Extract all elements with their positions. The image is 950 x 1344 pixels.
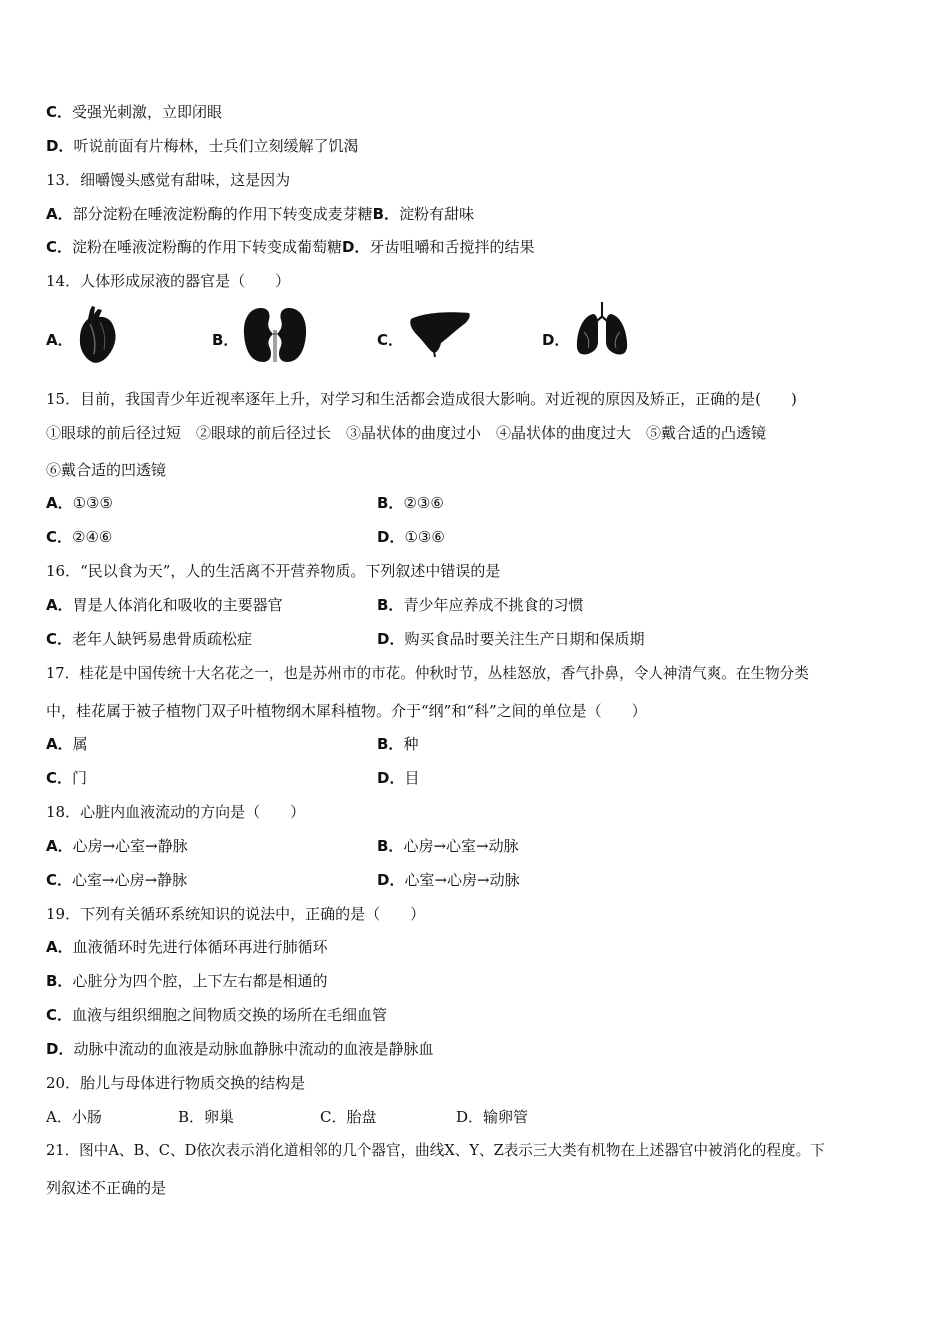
option-label: A． [46,494,73,512]
option-label: D． [46,137,74,155]
option-label: B． [377,735,404,753]
option-label: C． [46,630,73,648]
lungs-icon [574,302,630,358]
option-text: ①③⑥ [404,528,445,546]
option-text: 听说前面有片梅林，士兵们立刻缓解了饥渴 [73,137,359,155]
heart-icon [76,306,120,364]
q19-option-a [46,937,328,957]
option-label: B． [377,596,404,614]
option-text: 血液循环时先进行体循环再进行肺循环 [72,938,328,956]
option-text: ②③⑥ [403,494,444,512]
option-text: 属 [72,735,88,753]
option-text: 受强光刺激，立即闭眼 [72,103,223,121]
q20-option-c: C．胎盘 [320,1108,377,1126]
option-label: C． [46,103,73,121]
q13-stem: 13．细嚼馒头感觉有甜味，这是因为 [46,171,291,189]
q14-option-c-label [377,330,403,350]
option-label: C． [46,1006,73,1024]
q14-stem: 14．人体形成尿液的器官是（ ） [46,272,291,290]
q12-option-d [46,136,358,156]
q21-stem-line1: 21．图中A、B、C、D依次表示消化道相邻的几个器官，曲线X、Y、Z表示三大类有机物在上述器官中被消化的程度。下 [46,1142,825,1159]
q20-option-a: A．小肠 [46,1108,102,1126]
option-text: 心房→心室→静脉 [72,837,188,855]
q16-option-c [46,629,252,649]
q19-option-d [46,1039,433,1059]
option-text: 种 [403,735,419,753]
q19-option-b [46,971,327,991]
q16-option-b [377,595,583,615]
q15-option-a [46,493,113,513]
option-text: 青少年应养成不挑食的习惯 [403,596,584,614]
q21-stem-line2: 列叙述不正确的是 [46,1179,167,1197]
q13-options-cd [46,237,535,257]
option-label: D． [342,238,370,256]
option-label: D． [377,528,405,546]
q20-option-d: D．输卵管 [456,1108,529,1126]
option-label: C． [46,238,73,256]
q15-option-d [377,527,445,547]
q16-stem: 16．“民以食为天”，人的生活离不开营养物质。下列叙述中错误的是 [46,562,501,580]
option-label: A． [46,205,73,223]
q14-option-b-label [212,330,238,350]
option-label: B． [372,205,400,223]
q14-option-d-label [542,330,569,350]
q15-stem: 15．目前，我国青少年近视率逐年上升，对学习和生活都会造成很大影响。对近视的原因及矫正，正确的是( ) [46,390,797,408]
option-label: A． [46,938,73,956]
option-text: 心房→心室→动脉 [403,837,519,855]
q19-stem: 19．下列有关循环系统知识的说法中，正确的是（ ） [46,905,426,923]
q20-option-b: B．卵巢 [178,1108,235,1126]
option-label: D． [377,630,405,648]
option-text: 胃是人体消化和吸收的主要器官 [72,596,283,614]
option-label: B． [46,972,73,990]
q17-option-d [377,768,419,788]
option-text: ①③⑤ [72,494,113,512]
option-text: 动脉中流动的血液是动脉血静脉中流动的血液是静脉血 [73,1040,434,1058]
option-label: C． [46,528,73,546]
q20-stem: 20．胎儿与母体进行物质交换的结构是 [46,1074,306,1092]
option-label: B． [212,331,239,349]
q15-option-c [46,527,112,547]
q15-items-line2: ⑥戴合适的凹透镜 [46,461,167,479]
q12-option-c [46,102,222,122]
q15-option-b [377,493,444,513]
q18-option-b [377,836,519,856]
q17-option-a [46,734,88,754]
option-label: A． [46,837,73,855]
q15-items-line1: ①眼球的前后径过短 ②眼球的前后径过长 ③晶状体的曲度过小 ④晶状体的曲度过大 ⑤戴合适的凸透镜 [46,424,767,442]
option-label: C． [46,769,73,787]
option-text: 心脏分为四个腔，上下左右都是相通的 [72,972,328,990]
option-text: 门 [72,769,88,787]
option-label: A． [46,735,73,753]
option-text: 心室→心房→静脉 [72,871,188,889]
q14-option-a-label [46,330,73,350]
q17-option-c [46,768,87,788]
option-text: 部分淀粉在唾液淀粉酶的作用下转变成麦芽糖 [72,205,373,223]
option-text: 购买食品时要关注生产日期和保质期 [404,630,645,648]
option-label: D． [46,1040,74,1058]
q18-option-d [377,870,520,890]
option-text: ②④⑥ [72,528,113,546]
q18-stem: 18．心脏内血液流动的方向是（ ） [46,803,306,821]
q13-options-ab [46,204,474,224]
q17-stem-line1: 17．桂花是中国传统十大名花之一，也是苏州市的市花。仲秋时节，丛桂怒放，香气扑鼻，令人神清气爽。在生物分类 [46,665,809,682]
q18-option-a [46,836,188,856]
option-label: A． [46,596,73,614]
kidney-icon [243,306,307,364]
q17-option-b [377,734,418,754]
option-label: D． [377,769,405,787]
q19-option-c [46,1005,387,1025]
option-label: B． [377,494,404,512]
option-label: C． [377,331,404,349]
option-text: 心室→心房→动脉 [404,871,520,889]
option-label: B． [377,837,404,855]
option-label: D． [377,871,405,889]
option-text: 目 [404,769,420,787]
q16-option-d [377,629,644,649]
option-text: 老年人缺钙易患骨质疏松症 [72,630,253,648]
option-text: 牙齿咀嚼和舌搅拌的结果 [369,238,535,256]
option-text: 淀粉有甜味 [399,205,475,223]
option-text: 淀粉在唾液淀粉酶的作用下转变成葡萄糖 [72,238,343,256]
q16-option-a [46,595,283,615]
option-label: C． [46,871,73,889]
option-text: 血液与组织细胞之间物质交换的场所在毛细血管 [72,1006,388,1024]
option-label: A． [46,331,73,349]
liver-icon [409,311,471,357]
q18-option-c [46,870,187,890]
q17-stem-line2: 中，桂花属于被子植物门双子叶植物纲木犀科植物。介于“纲”和“科”之间的单位是（ ） [46,702,647,720]
option-label: D． [542,331,570,349]
